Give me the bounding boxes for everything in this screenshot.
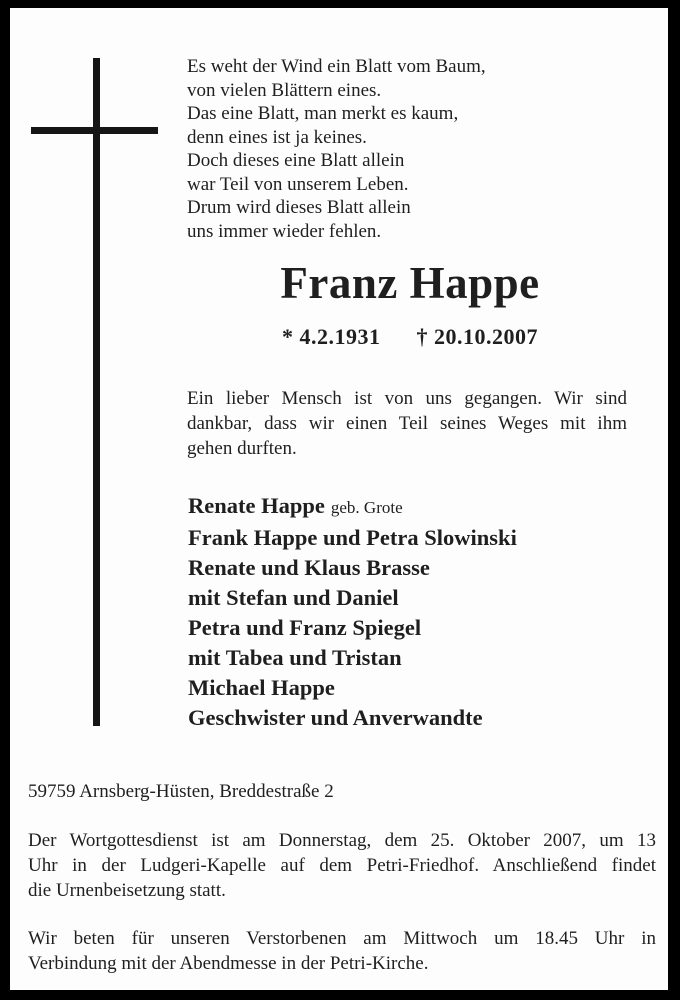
prayer-info [28, 926, 656, 976]
address-line: 59759 Arnsberg-Hüsten, Breddestraße 2 [28, 781, 334, 802]
cross-horizontal-bar [31, 127, 158, 134]
life-dates [187, 324, 633, 350]
mourner-row: Renate und Klaus Brasse [188, 555, 430, 580]
mourner-row: mit Tabea und Tristan [188, 645, 402, 670]
mourner-row: Geschwister und Anverwandte [188, 705, 483, 730]
mourner-row: Michael Happe [188, 675, 335, 700]
poem-line: Es weht der Wind ein Blatt vom Baum, [187, 56, 486, 77]
poem-line: uns immer wieder fehlen. [187, 220, 382, 242]
prayer-info-line: Verbindung mit der Abendmesse in der Petri-Kirche. [28, 953, 429, 974]
poem-line: Drum wird dieses Blatt allein [187, 197, 411, 218]
mourner-row: Frank Happe und Petra Slowinski [188, 525, 517, 550]
memorial-poem [187, 55, 486, 243]
mourner-row [188, 491, 648, 523]
footer-section [28, 779, 656, 976]
farewell-line: gehen durften. [187, 438, 297, 459]
cross-vertical-bar [93, 58, 100, 726]
poem-line: denn eines ist ja keines. [187, 126, 367, 148]
service-info-line: die Urnenbeisetzung statt. [28, 880, 226, 901]
poem-line: war Teil von unserem Leben. [187, 173, 409, 195]
mourner-maiden-name: geb. Grote [330, 498, 403, 517]
service-info-line: Uhr in der Ludgeri-Kapelle auf dem Petri-Friedhof. Anschließend findet [28, 855, 656, 876]
mourners-list [188, 491, 648, 733]
poem-line: Doch dieses eine Blatt allein [187, 150, 405, 171]
birth-date: * 4.2.1931 [282, 324, 381, 349]
farewell-text [187, 386, 627, 461]
farewell-line: dankbar, dass wir einen Teil seines Weges mit ihm [187, 413, 627, 434]
deceased-name: Franz Happe [280, 258, 540, 308]
poem-line: von vielen Blättern eines. [187, 79, 382, 101]
service-info-line: Der Wortgottesdienst ist am Donnerstag, dem 25. Oktober 2007, um 13 [28, 830, 656, 851]
farewell-line: Ein lieber Mensch ist von uns gegangen. Wir sind [187, 388, 627, 409]
mourner-name: Renate Happe [188, 493, 325, 518]
prayer-info-line: Wir beten für unseren Verstorbenen am Mittwoch um 18.45 Uhr in [28, 928, 656, 949]
poem-line: Das eine Blatt, man merkt es kaum, [187, 103, 459, 124]
death-date: † 20.10.2007 [416, 324, 538, 349]
mourner-row: mit Stefan und Daniel [188, 585, 399, 610]
service-info [28, 828, 656, 903]
mourner-row: Petra und Franz Spiegel [188, 615, 422, 640]
